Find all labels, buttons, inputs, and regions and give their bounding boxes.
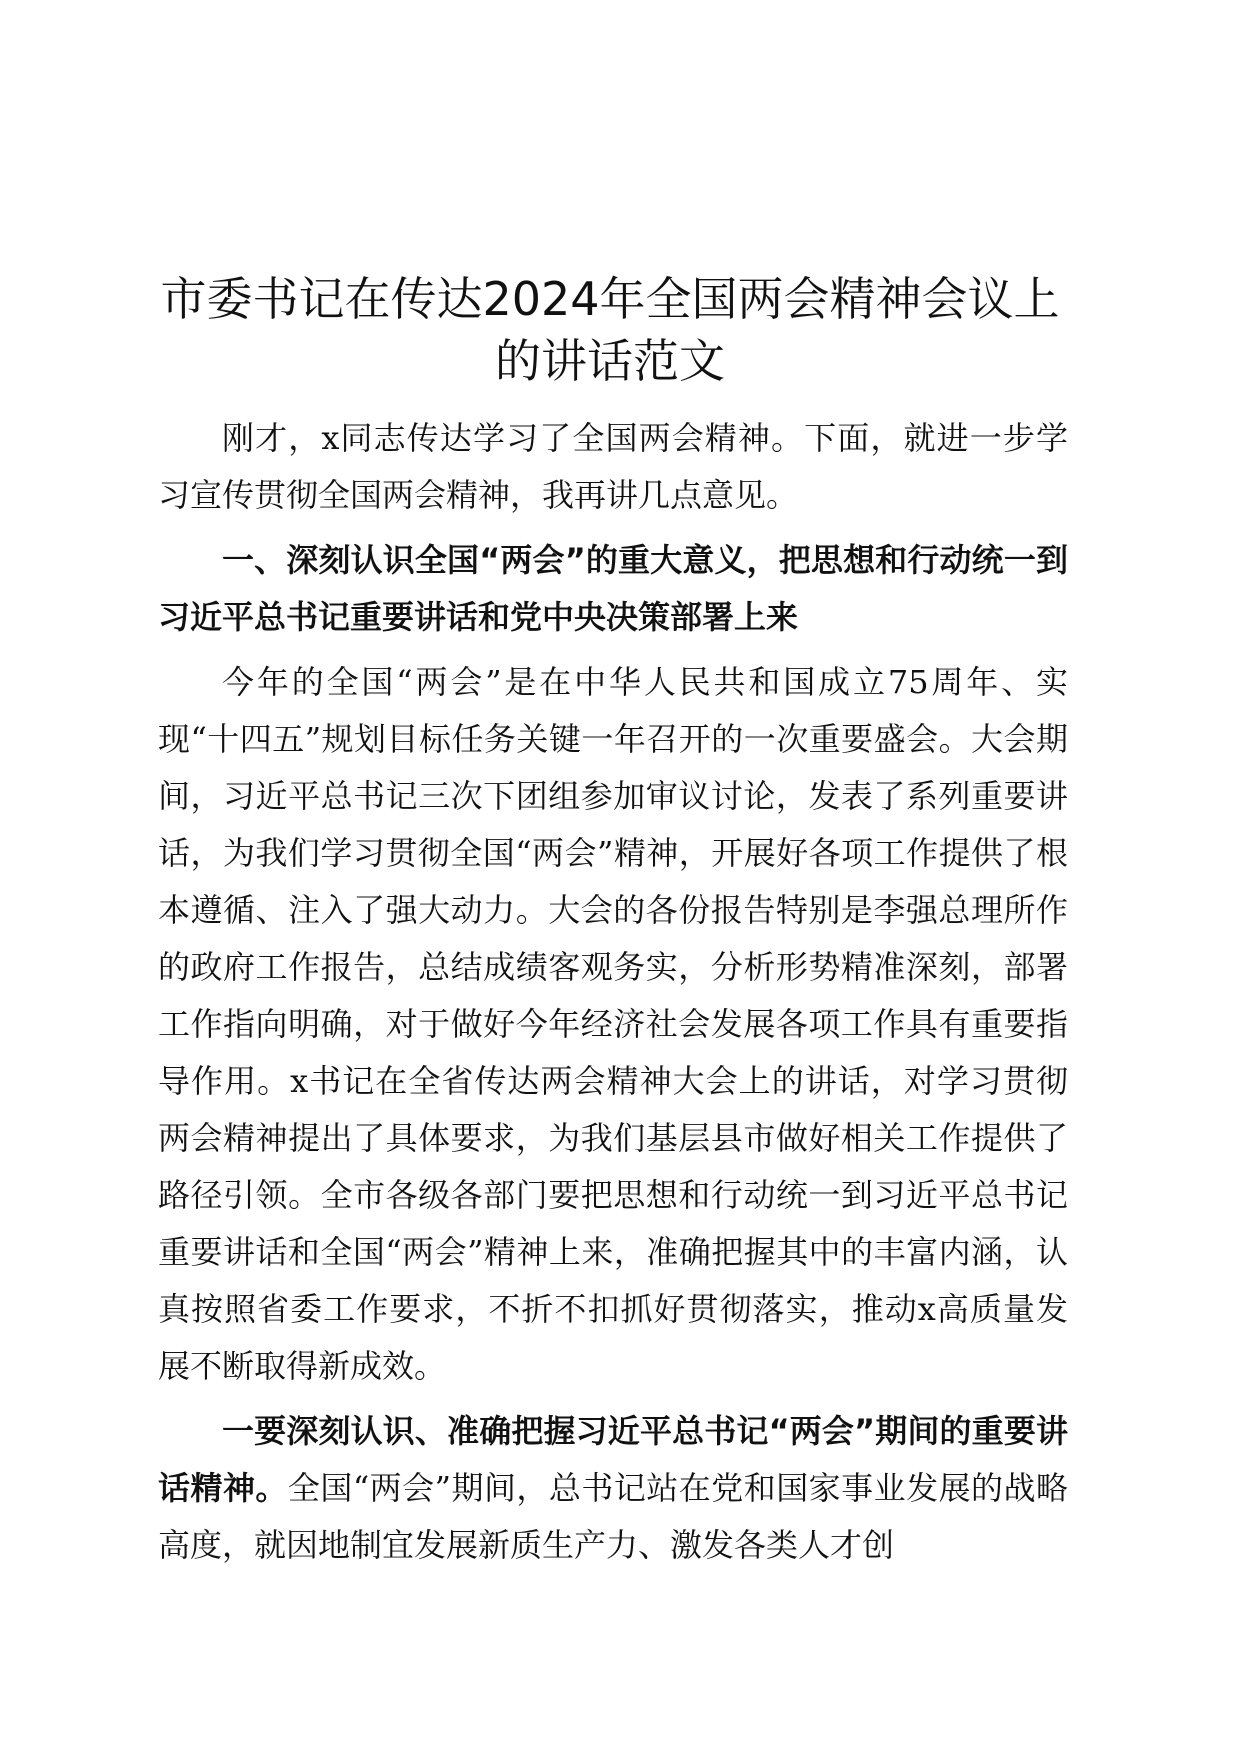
spacer	[158, 524, 1068, 532]
point-text-1: 全国“两会”期间，总书记站在党和国家事业发展的战略高度，就因地制宜发展新质生产力、激发各类人才创	[158, 1469, 1068, 1564]
point-paragraph-1	[158, 1403, 1068, 1574]
document-title: 市委书记在传达2024年全国两会精神会议上的讲话范文	[160, 272, 1060, 388]
spacer	[158, 646, 1068, 654]
point-lead-1: 一要深刻认识、准确把握习近平总书记“两会”期间的重要讲话精神。	[158, 1412, 1068, 1507]
section-paragraph-1: 今年的全国“两会”是在中华人民共和国成立75周年、实现“十四五”规划目标任务关键一年召开的一次重要盛会。大会期间，习近平总书记三次下团组参加审议讨论，发表了系列重要讲话，为我们学习贯彻全国“两会”精神，开展好各项工作提供了根本遵循、注入了强大动力。大会的各份报告特别是李强总理所作的政府工作报告，总结成绩客观务实，分析形势精准深刻，部署工作指向明确，对于做好今年经济社会发展各项工作具有重要指导作用。x书记在全省传达两会精神大会上的讲话，对学习贯彻两会精神提出了具体要求，为我们基层县市做好相关工作提供了路径引领。全市各级各部门要把思想和行动统一到习近平总书记重要讲话和全国“两会”精神上来，准确把握其中的丰富内涵，认真按照省委工作要求，不折不扣抓好贯彻落实，推动x高质量发展不断取得新成效。	[158, 663, 1068, 1385]
document-body	[158, 410, 1068, 1574]
intro-paragraph: 刚才，x同志传达学习了全国两会精神。下面，就进一步学习宣传贯彻全国两会精神，我再讲几点意见。	[158, 419, 1068, 514]
spacer	[158, 1395, 1068, 1403]
section-heading-1: 一、深刻认识全国“两会”的重大意义，把思想和行动统一到习近平总书记重要讲话和党中央决策部署上来	[158, 541, 1068, 636]
